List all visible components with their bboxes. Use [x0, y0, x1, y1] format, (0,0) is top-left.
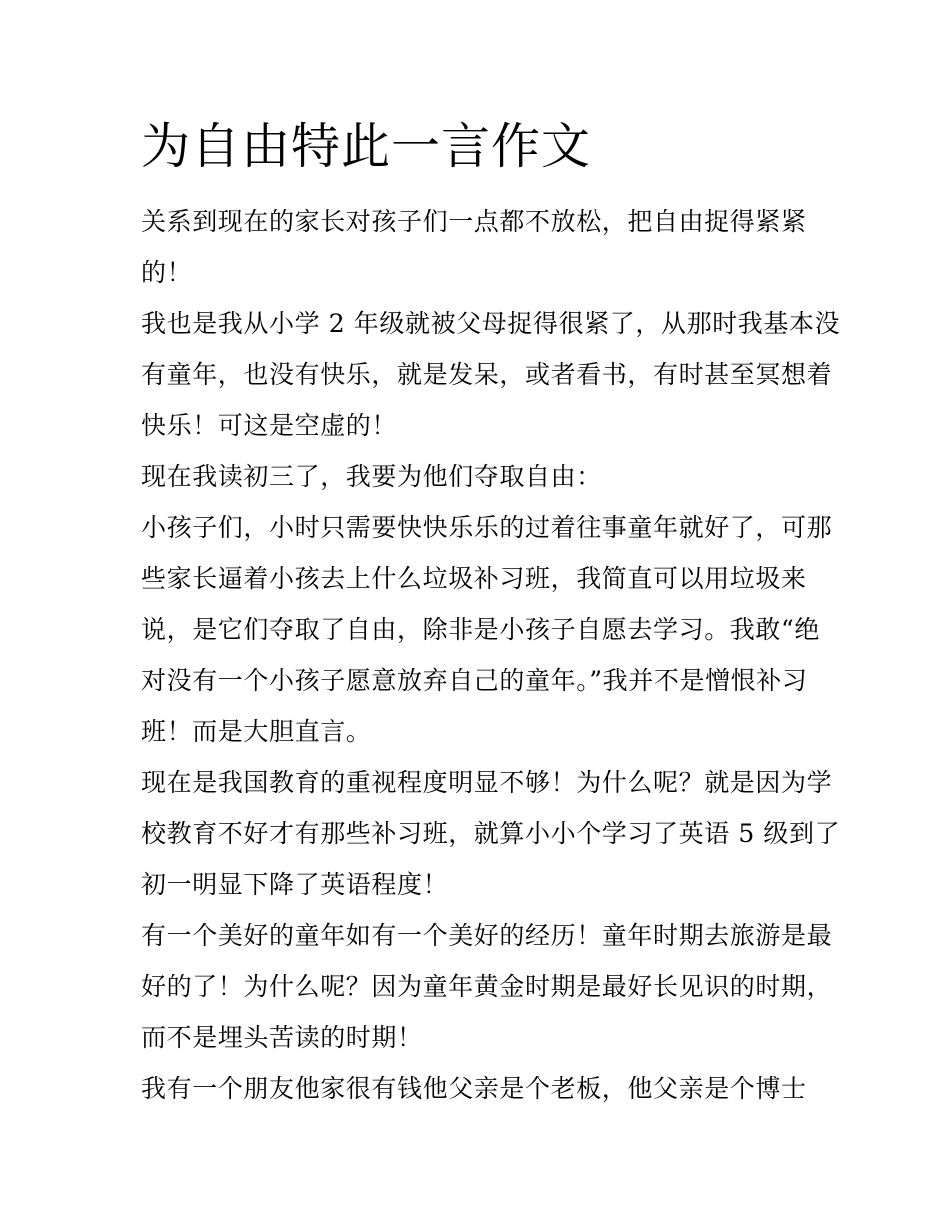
text-line: 班！而是大胆直言。 — [141, 717, 372, 746]
text-line: 些家长逼着小孩去上什么垃圾补习班，我简直可以用垃圾来 — [141, 564, 807, 593]
text-line: 有一个美好的童年如有一个美好的经历！童年时期去旅游是最 — [141, 921, 833, 950]
text-line: 我有一个朋友他家很有钱他父亲是个老板，他父亲是个博士 — [141, 1074, 807, 1103]
text-line: 对没有一个小孩子愿意放弃自己的童年。”我并不是憎恨补习 — [141, 666, 808, 695]
text-line: 好的了！为什么呢？因为童年黄金时期是最好长见识的时期， — [141, 972, 833, 1001]
text-line: 快乐！可这是空虚的！ — [141, 411, 398, 440]
page-title: 为自由特此一言作文 — [141, 118, 592, 175]
text-line: 说，是它们夺取了自由，除非是小孩子自愿去学习。我敢“绝 — [141, 615, 820, 644]
text-line: 而不是埋头苦读的时期！ — [141, 1023, 423, 1052]
document-body — [141, 196, 841, 1114]
text-line: 现在我读初三了，我要为他们夺取自由： — [141, 462, 602, 491]
text-line: 初一明显下降了英语程度！ — [141, 870, 449, 899]
text-line: 我也是我从小学 2 年级就被父母捉得很紧了，从那时我基本没 — [141, 309, 841, 338]
text-line: 有童年，也没有快乐，就是发呆，或者看书，有时甚至冥想着 — [141, 360, 833, 389]
text-line: 现在是我国教育的重视程度明显不够！为什么呢？就是因为学 — [141, 768, 833, 797]
text-line: 小孩子们，小时只需要快快乐乐的过着往事童年就好了，可那 — [141, 513, 833, 542]
text-line: 的！ — [141, 258, 193, 287]
text-line: 校教育不好才有那些补习班，就算小小个学习了英语 5 级到了 — [141, 819, 841, 848]
text-line: 关系到现在的家长对孩子们一点都不放松，把自由捉得紧紧 — [141, 207, 807, 236]
